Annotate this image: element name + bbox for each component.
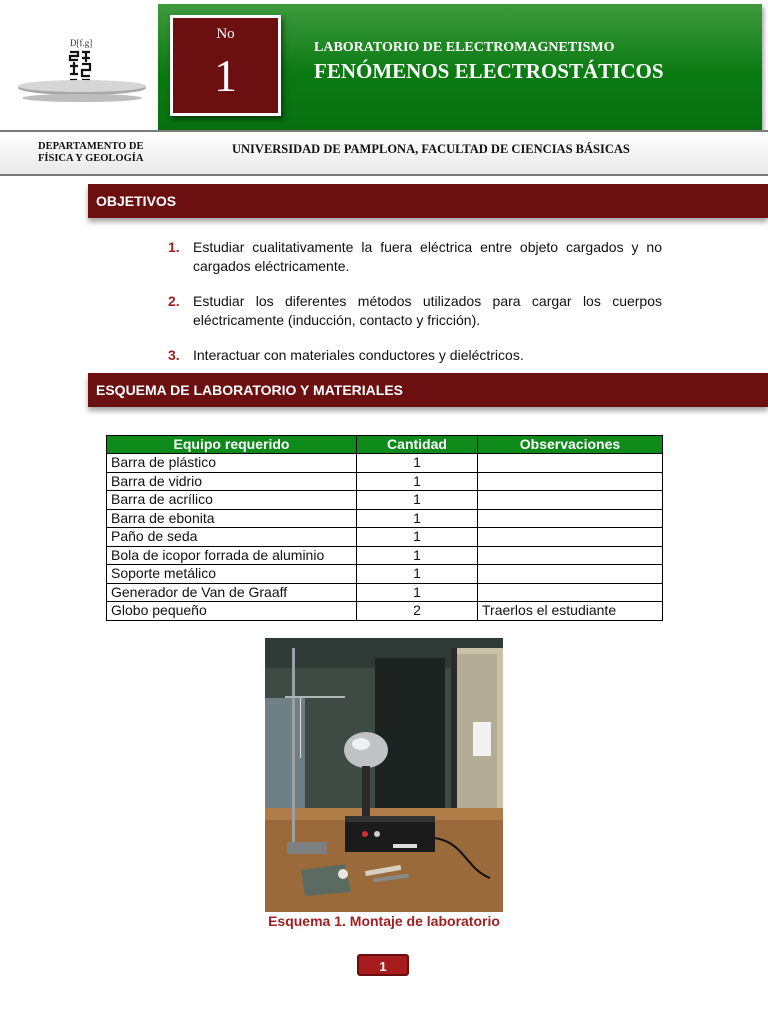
objective-number: 3. <box>168 347 180 363</box>
logo-text: D[f.g] <box>70 38 93 48</box>
equipment-cell: Generador de Van de Graaff <box>107 583 357 602</box>
objective-item-3 <box>168 346 662 365</box>
objectives-heading: OBJETIVOS <box>88 184 768 218</box>
lab-subtitle: FENÓMENOS ELECTROSTÁTICOS <box>314 59 664 83</box>
quantity-cell: 1 <box>357 472 478 491</box>
equipment-cell: Soporte metálico <box>107 565 357 584</box>
objective-item-2 <box>168 292 662 330</box>
quantity-cell: 1 <box>357 565 478 584</box>
table-row <box>107 454 663 473</box>
objective-number: 2. <box>168 293 180 309</box>
page-number-badge: 1 <box>357 954 409 976</box>
table-header-row <box>107 436 663 454</box>
lab-title: LABORATORIO DE ELECTROMAGNETISMO <box>314 40 615 55</box>
objective-text: Interactuar con materiales conductores y dieléctricos. <box>193 347 524 363</box>
figure-caption: Esquema 1. Montaje de laboratorio <box>268 913 500 929</box>
table-row <box>107 565 663 584</box>
table-row <box>107 472 663 491</box>
equipment-cell: Paño de seda <box>107 528 357 547</box>
quantity-cell: 1 <box>357 546 478 565</box>
column-header-observations: Observaciones <box>478 436 663 454</box>
table-row <box>107 491 663 510</box>
objective-number: 1. <box>168 239 180 255</box>
equipment-cell: Barra de acrílico <box>107 491 357 510</box>
table-row <box>107 528 663 547</box>
quantity-cell: 1 <box>357 491 478 510</box>
observation-cell <box>478 454 663 473</box>
equipment-cell: Barra de vidrio <box>107 472 357 491</box>
objective-text: Estudiar los diferentes métodos utilizados para cargar los cuerpos eléctricamente (inducción, contacto y fricción). <box>193 293 662 328</box>
university-name: UNIVERSIDAD DE PAMPLONA, FACULTAD DE CIENCIAS BÁSICAS <box>232 142 630 156</box>
objective-text: Estudiar cualitativamente la fuera eléctrica entre objeto cargados y no cargados eléctricamente. <box>193 239 662 274</box>
observation-cell <box>478 583 663 602</box>
column-header-quantity: Cantidad <box>357 436 478 454</box>
quantity-cell: 1 <box>357 454 478 473</box>
table-row <box>107 546 663 565</box>
observation-cell <box>478 565 663 584</box>
quantity-cell: 1 <box>357 583 478 602</box>
number-label: No <box>216 26 235 42</box>
table-row <box>107 509 663 528</box>
materials-heading: ESQUEMA DE LABORATORIO Y MATERIALES <box>88 373 768 407</box>
table-row <box>107 602 663 621</box>
department-name <box>38 141 144 165</box>
lab-setup-photo <box>265 638 503 912</box>
quantity-cell: 1 <box>357 509 478 528</box>
observation-cell <box>478 528 663 547</box>
observation-cell: Traerlos el estudiante <box>478 602 663 621</box>
quantity-cell: 2 <box>357 602 478 621</box>
lab-number: 1 <box>214 50 237 101</box>
quantity-cell: 1 <box>357 528 478 547</box>
equipment-cell: Barra de ebonita <box>107 509 357 528</box>
observation-cell <box>478 509 663 528</box>
objective-item-1 <box>168 238 662 276</box>
observation-cell <box>478 491 663 510</box>
observation-cell <box>478 472 663 491</box>
university-logo <box>12 32 152 112</box>
observation-cell <box>478 546 663 565</box>
equipment-cell: Barra de plástico <box>107 454 357 473</box>
equipment-cell: Globo pequeño <box>107 602 357 621</box>
department-line-1: DEPARTAMENTO DE <box>38 141 144 152</box>
department-line-2: FÍSICA Y GEOLOGÍA <box>38 153 144 164</box>
equipment-cell: Bola de icopor forrada de aluminio <box>107 546 357 565</box>
table-row <box>107 583 663 602</box>
column-header-equipment: Equipo requerido <box>107 436 357 454</box>
lab-number-box <box>170 15 281 116</box>
materials-table <box>106 435 663 621</box>
